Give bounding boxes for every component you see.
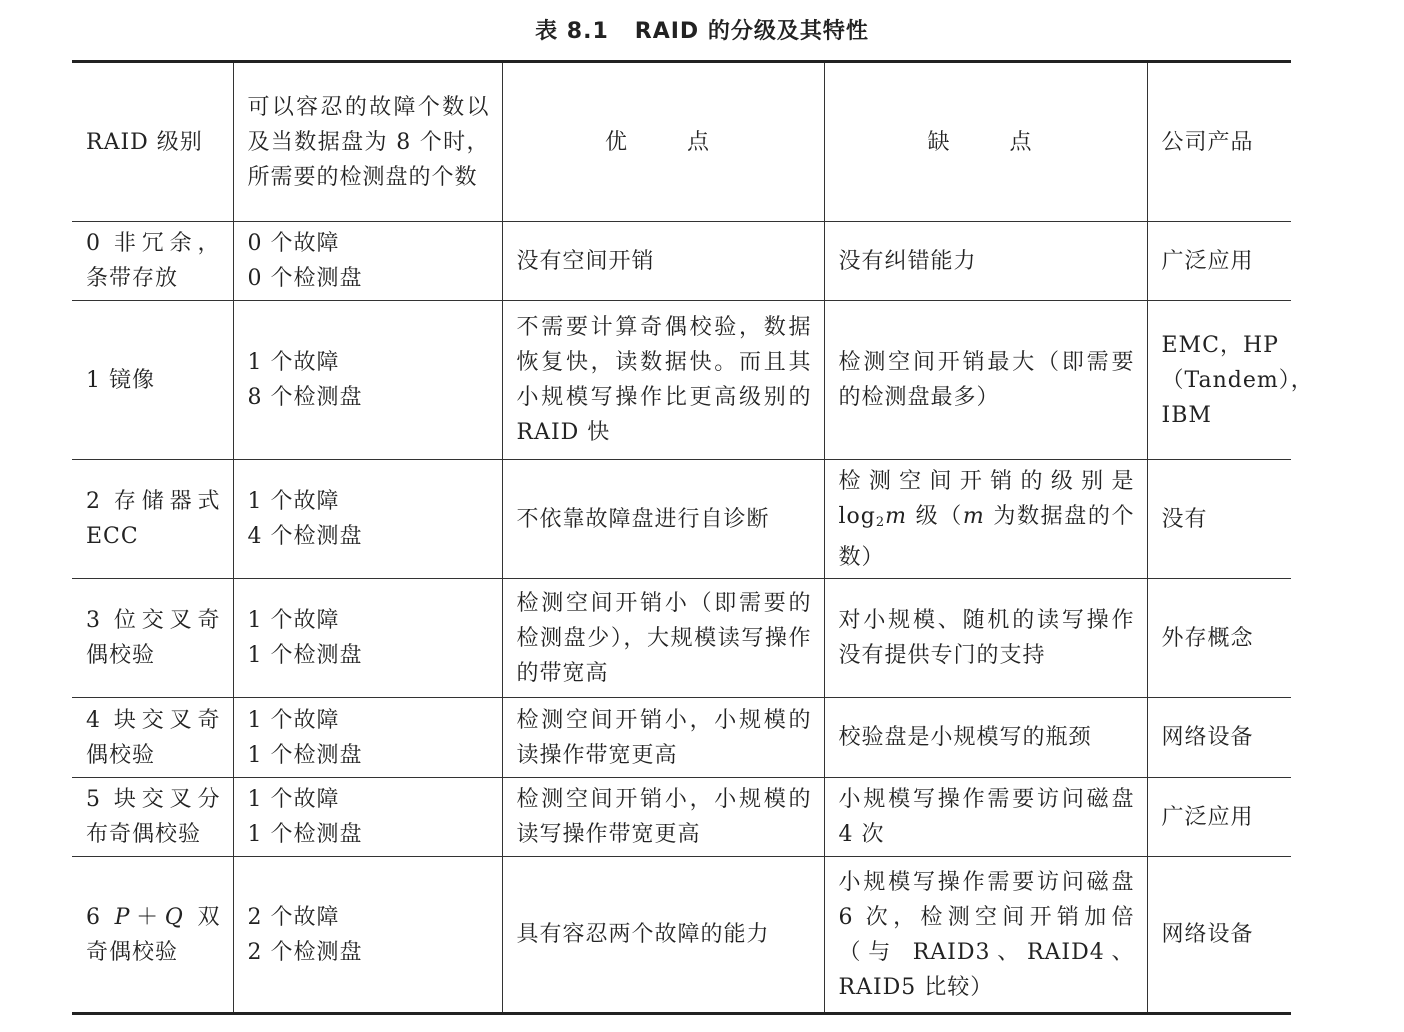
check-disk-count: 2 个检测盘 (247, 939, 363, 965)
cell-level: 0 非冗余，条带存放 (72, 222, 233, 301)
cell-cons: 没有纠错能力 (824, 222, 1147, 301)
cell-tolerance (233, 301, 502, 460)
cell-products: EMC，HP（Tandem），IBM (1147, 301, 1291, 460)
cell-cons: 校验盘是小规模写的瓶颈 (824, 698, 1147, 778)
fault-count: 1 个故障 (247, 350, 340, 375)
table-row (72, 301, 1291, 460)
header-pros: 优点 (502, 62, 824, 222)
cons-text-b: 级（ (907, 503, 963, 529)
cell-tolerance (233, 460, 502, 579)
cell-products: 没有 (1147, 460, 1291, 579)
cell-products: 广泛应用 (1147, 222, 1291, 301)
cell-products: 外存概念 (1147, 579, 1291, 698)
table-row (72, 579, 1291, 698)
plus-sign: ＋ (130, 904, 165, 930)
fault-count: 0 个故障 (247, 231, 340, 256)
log-base: 2 (875, 514, 886, 530)
table-row (72, 698, 1291, 778)
table-row (72, 222, 1291, 301)
fault-count: 2 个故障 (247, 904, 340, 930)
cell-pros: 检测空间开销小，小规模的读写操作带宽更高 (502, 778, 824, 857)
header-products: 公司产品 (1147, 62, 1291, 222)
var-m: m (885, 503, 908, 529)
cell-cons: 对小规模、随机的读写操作没有提供专门的支持 (824, 579, 1147, 698)
cell-pros: 具有容忍两个故障的能力 (502, 857, 824, 1014)
cons-text-c: 为数据盘的个数） (838, 503, 1135, 570)
check-disk-count: 0 个检测盘 (247, 266, 363, 291)
cell-pros: 不依靠故障盘进行自诊断 (502, 460, 824, 579)
fault-count: 1 个故障 (247, 489, 340, 514)
fault-count: 1 个故障 (247, 608, 340, 633)
cell-products: 网络设备 (1161, 922, 1254, 947)
header-row (72, 62, 1291, 222)
cell-level: 3 位交叉奇偶校验 (72, 579, 233, 698)
cell-cons (824, 460, 1147, 579)
cell-cons: 小规模写操作需要访问磁盘 4 次 (824, 778, 1147, 857)
cell-pros: 不需要计算奇偶校验，数据恢复快，读数据快。而且其小规模写操作比更高级别的 RAID 快 (502, 301, 824, 460)
cell-level: 5 块交叉分布奇偶校验 (72, 778, 233, 857)
fault-count: 1 个故障 (247, 707, 340, 733)
cell-level (72, 857, 233, 1014)
header-tolerance: 可以容忍的故障个数以及当数据盘为 8 个时，所需要的检测盘的个数 (233, 62, 502, 222)
table-number: 表 8.1 (535, 19, 609, 44)
cell-tolerance (233, 222, 502, 301)
table-row (72, 778, 1291, 857)
table-title: RAID 的分级及其特性 (634, 19, 869, 44)
fault-count: 1 个故障 (247, 787, 340, 812)
cell-tolerance (233, 579, 502, 698)
cell-level: 2 存储器式 ECC (72, 460, 233, 579)
var-q: Q (164, 904, 184, 930)
cell-products: 网络设备 (1147, 698, 1291, 778)
table-row (72, 857, 1291, 1014)
table-row (72, 460, 1291, 579)
cell-pros: 没有空间开销 (502, 222, 824, 301)
cell-level: 4 块交叉奇偶校验 (72, 698, 233, 778)
check-disk-count: 8 个检测盘 (247, 385, 363, 410)
cell-tolerance (233, 698, 502, 778)
var-p: P (114, 904, 131, 930)
check-disk-count: 1 个检测盘 (247, 742, 363, 768)
check-disk-count: 1 个检测盘 (247, 643, 363, 668)
check-disk-count: 4 个检测盘 (247, 524, 363, 549)
check-disk-count: 1 个检测盘 (247, 822, 363, 847)
cell-cons: 小规模写操作需要访问磁盘 6 次，检测空间开销加倍（与 RAID3、RAID4、RAID5 比较） (824, 857, 1147, 1014)
cell-level: 1 镜像 (72, 301, 233, 460)
header-cons: 缺点 (824, 62, 1147, 222)
level-text-a: 6 (86, 904, 115, 930)
cell-cons: 检测空间开销最大（即需要的检测盘最多） (824, 301, 1147, 460)
cell-products: 广泛应用 (1147, 778, 1291, 857)
cell-pros: 检测空间开销小（即需要的检测盘少），大规模读写操作的带宽高 (502, 579, 824, 698)
header-level: RAID 级别 (72, 62, 233, 222)
cons-text-a: 检测空间开销的级别是 log (838, 468, 1135, 529)
cell-pros: 检测空间开销小，小规模的读操作带宽更高 (502, 698, 824, 778)
cell-tolerance (233, 778, 502, 857)
var-m: m (962, 503, 985, 529)
table-caption (0, 14, 1404, 50)
level-text-b: 双奇偶校验 (86, 904, 221, 965)
cell-tolerance (233, 857, 502, 1014)
raid-table (72, 60, 1314, 1015)
